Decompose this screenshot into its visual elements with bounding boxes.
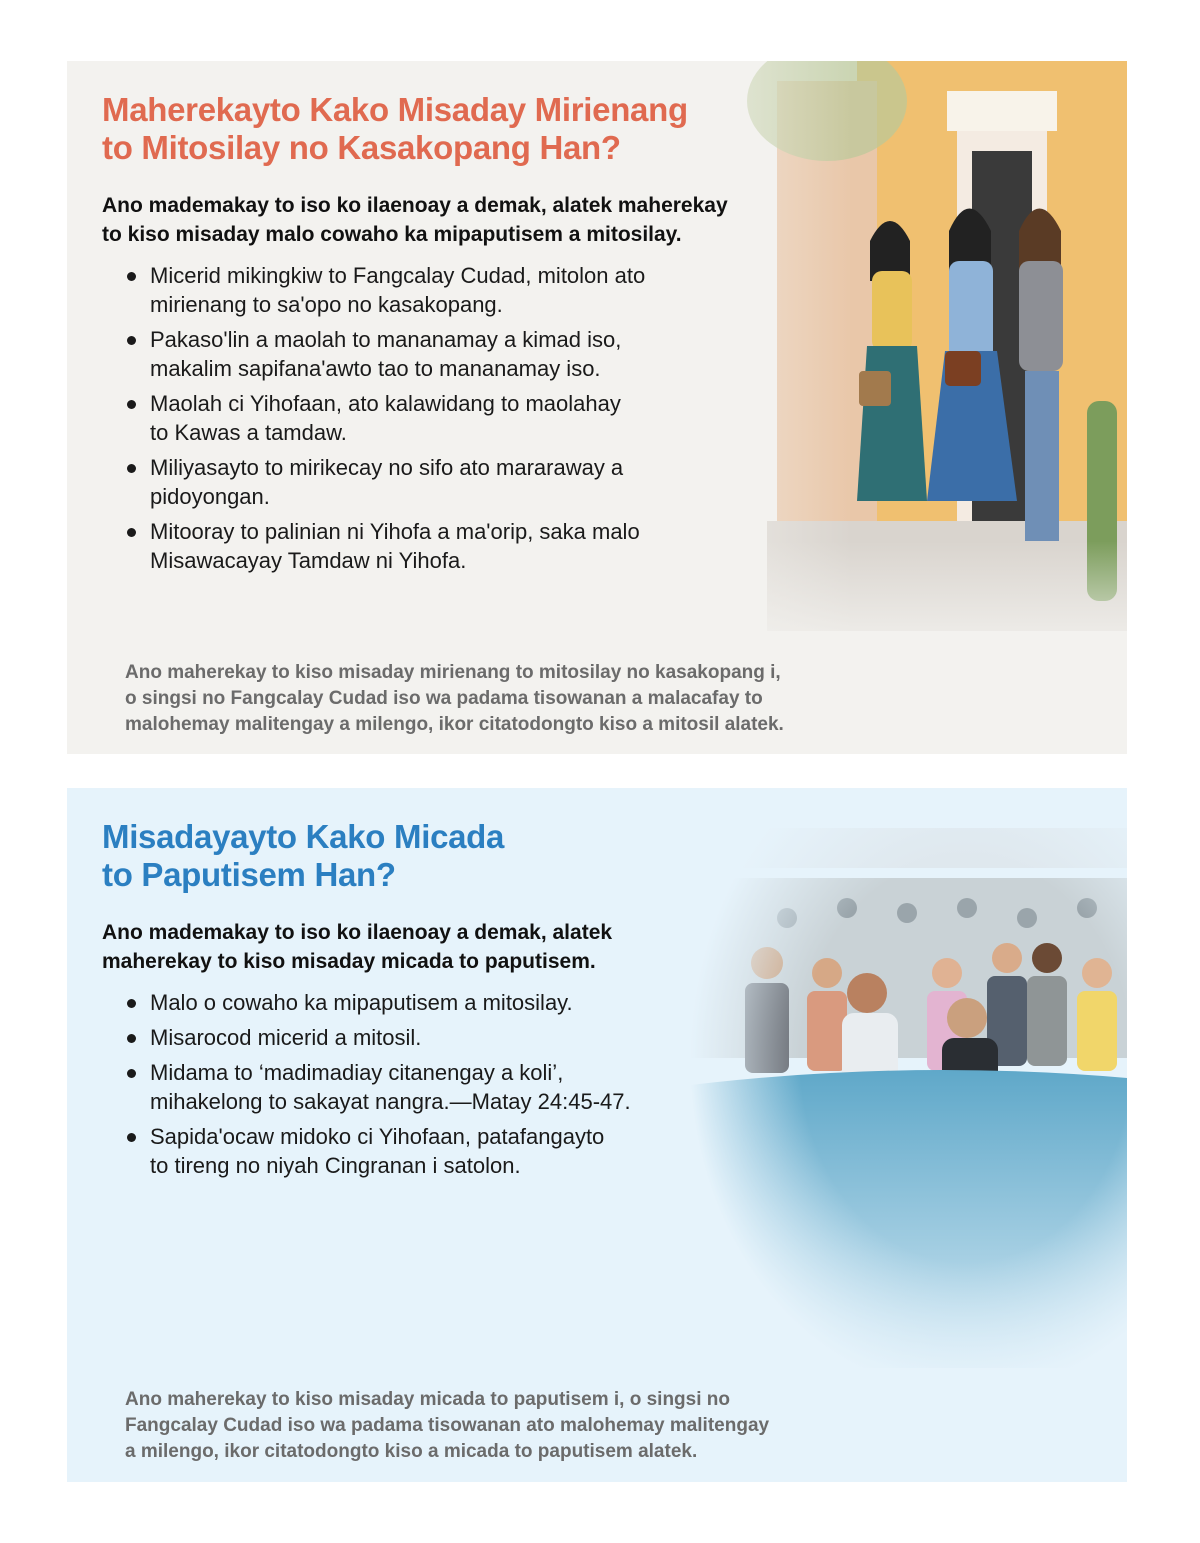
item-line: Miliyasayto to mirikecay no sifo ato mararaway a xyxy=(150,455,624,480)
list-item xyxy=(125,453,645,511)
list-item xyxy=(125,325,645,383)
item-line: Misawacayay Tamdaw ni Yihofa. xyxy=(150,548,467,573)
title-line: Maherekayto Kako Misaday Mirienang xyxy=(102,91,688,128)
lead-text xyxy=(102,918,612,976)
note-line: Ano maherekay to kiso misaday mirienang to mitosilay no kasakopang i, xyxy=(125,662,781,683)
note-line: Fangcalay Cudad iso wa padama tisowanan ato malohemay malitengay xyxy=(125,1415,770,1436)
item-line: makalim sapifana'awto tao to mananamay iso. xyxy=(150,356,601,381)
section-title xyxy=(102,818,504,894)
lead-text xyxy=(102,191,728,249)
bullet-icon xyxy=(127,272,136,281)
list-item xyxy=(125,1023,631,1052)
lead-line: to kiso misaday malo cowaho ka mipaputisem a mitosilay. xyxy=(102,223,682,246)
list-item xyxy=(125,517,645,575)
item-line: Pakaso'lin a maolah to mananamay a kimad iso, xyxy=(150,327,622,352)
requirements-list xyxy=(125,261,645,581)
list-item xyxy=(125,261,645,319)
item-line: Midama to ‘madimadiay citanengay a koli’, xyxy=(150,1060,564,1085)
item-line: Misarocod micerid a mitosil. xyxy=(150,1025,422,1050)
bullet-icon xyxy=(127,464,136,473)
bullet-icon xyxy=(127,1034,136,1043)
note-line: o singsi no Fangcalay Cudad iso wa padama tisowanan a malacafay to xyxy=(125,688,763,709)
section-congregation-publisher xyxy=(67,61,1127,754)
item-line: mirienang to sa'opo no kasakopang. xyxy=(150,292,503,317)
item-line: to Kawas a tamdaw. xyxy=(150,420,347,445)
bullet-icon xyxy=(127,400,136,409)
lead-line: Ano mademakay to iso ko ilaenoay a demak, alatek xyxy=(102,921,613,944)
item-line: mihakelong to sakayat nangra.—Matay 24:45-47. xyxy=(150,1089,631,1114)
list-item xyxy=(125,1122,631,1180)
section-baptism xyxy=(67,788,1127,1482)
footnote xyxy=(125,1387,769,1465)
item-line: Malo o cowaho ka mipaputisem a mitosilay. xyxy=(150,990,573,1015)
list-item xyxy=(125,988,631,1017)
item-line: Sapida'ocaw midoko ci Yihofaan, patafangayto xyxy=(150,1124,605,1149)
bullet-icon xyxy=(127,1069,136,1078)
item-line: to tireng no niyah Cingranan i satolon. xyxy=(150,1153,521,1178)
item-line: Micerid mikingkiw to Fangcalay Cudad, mitolon ato xyxy=(150,263,646,288)
lead-line: maherekay to kiso misaday micada to paputisem. xyxy=(102,950,596,973)
title-line: Misadayayto Kako Micada xyxy=(102,818,505,855)
bullet-icon xyxy=(127,528,136,537)
bullet-icon xyxy=(127,1133,136,1142)
note-line: a milengo, ikor citatodongto kiso a micada to paputisem alatek. xyxy=(125,1441,698,1462)
item-line: Mitooray to palinian ni Yihofa a ma'orip, saka malo xyxy=(150,519,640,544)
list-item xyxy=(125,389,645,447)
requirements-list xyxy=(125,988,631,1186)
illustration-ministry-conversation xyxy=(627,61,1127,661)
note-line: Ano maherekay to kiso misaday micada to paputisem i, o singsi no xyxy=(125,1389,731,1410)
section-title xyxy=(102,91,688,167)
footnote xyxy=(125,660,784,738)
title-line: to Paputisem Han? xyxy=(102,856,396,893)
note-line: malohemay malitengay a milengo, ikor citatodongto kiso a mitosil alatek. xyxy=(125,714,784,735)
bullet-icon xyxy=(127,336,136,345)
bullet-icon xyxy=(127,999,136,1008)
illustration-baptism xyxy=(667,808,1127,1368)
item-line: Maolah ci Yihofaan, ato kalawidang to maolahay xyxy=(150,391,621,416)
item-line: pidoyongan. xyxy=(150,484,270,509)
list-item xyxy=(125,1058,631,1116)
lead-line: Ano mademakay to iso ko ilaenoay a demak, alatek maherekay xyxy=(102,194,728,217)
title-line: to Mitosilay no Kasakopang Han? xyxy=(102,129,621,166)
